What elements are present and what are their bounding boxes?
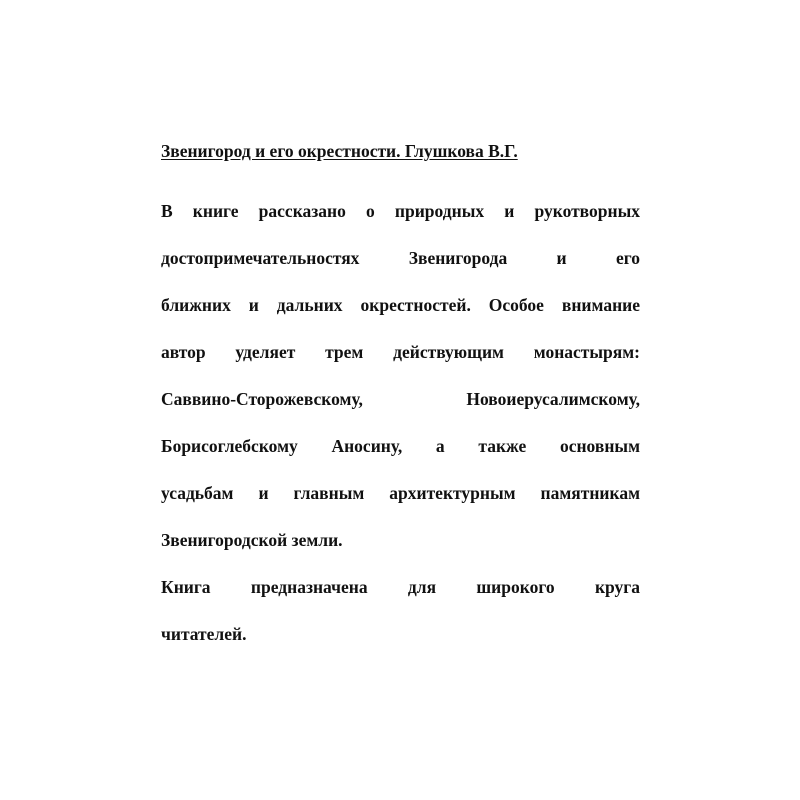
paragraph-line: В книге рассказано о природных и рукотворных [161,201,640,221]
paragraph-line: читателей. [161,624,247,644]
paragraph-line: Звенигородской земли. [161,530,343,550]
description-paragraph [161,196,640,572]
book-title: Звенигород и его окрестности. Глушкова В.Г. [161,141,518,161]
paragraph-line: Саввино-Сторожевскому, Новоиерусалимскому, [161,389,640,409]
paragraph-line: усадьбам и главным архитектурным памятникам [161,483,640,503]
audience-paragraph [161,572,640,666]
book-description [161,136,640,666]
paragraph-line: автор уделяет трем действующим монастырям: [161,342,640,362]
paragraph-line: Борисоглебскому Аносину, а также основным [161,436,640,456]
paragraph-line: достопримечательностях Звенигорода и его [161,248,640,268]
paragraph-line: Книга предназначена для широкого круга [161,577,640,597]
paragraph-line: ближних и дальних окрестностей. Особое внимание [161,295,640,315]
